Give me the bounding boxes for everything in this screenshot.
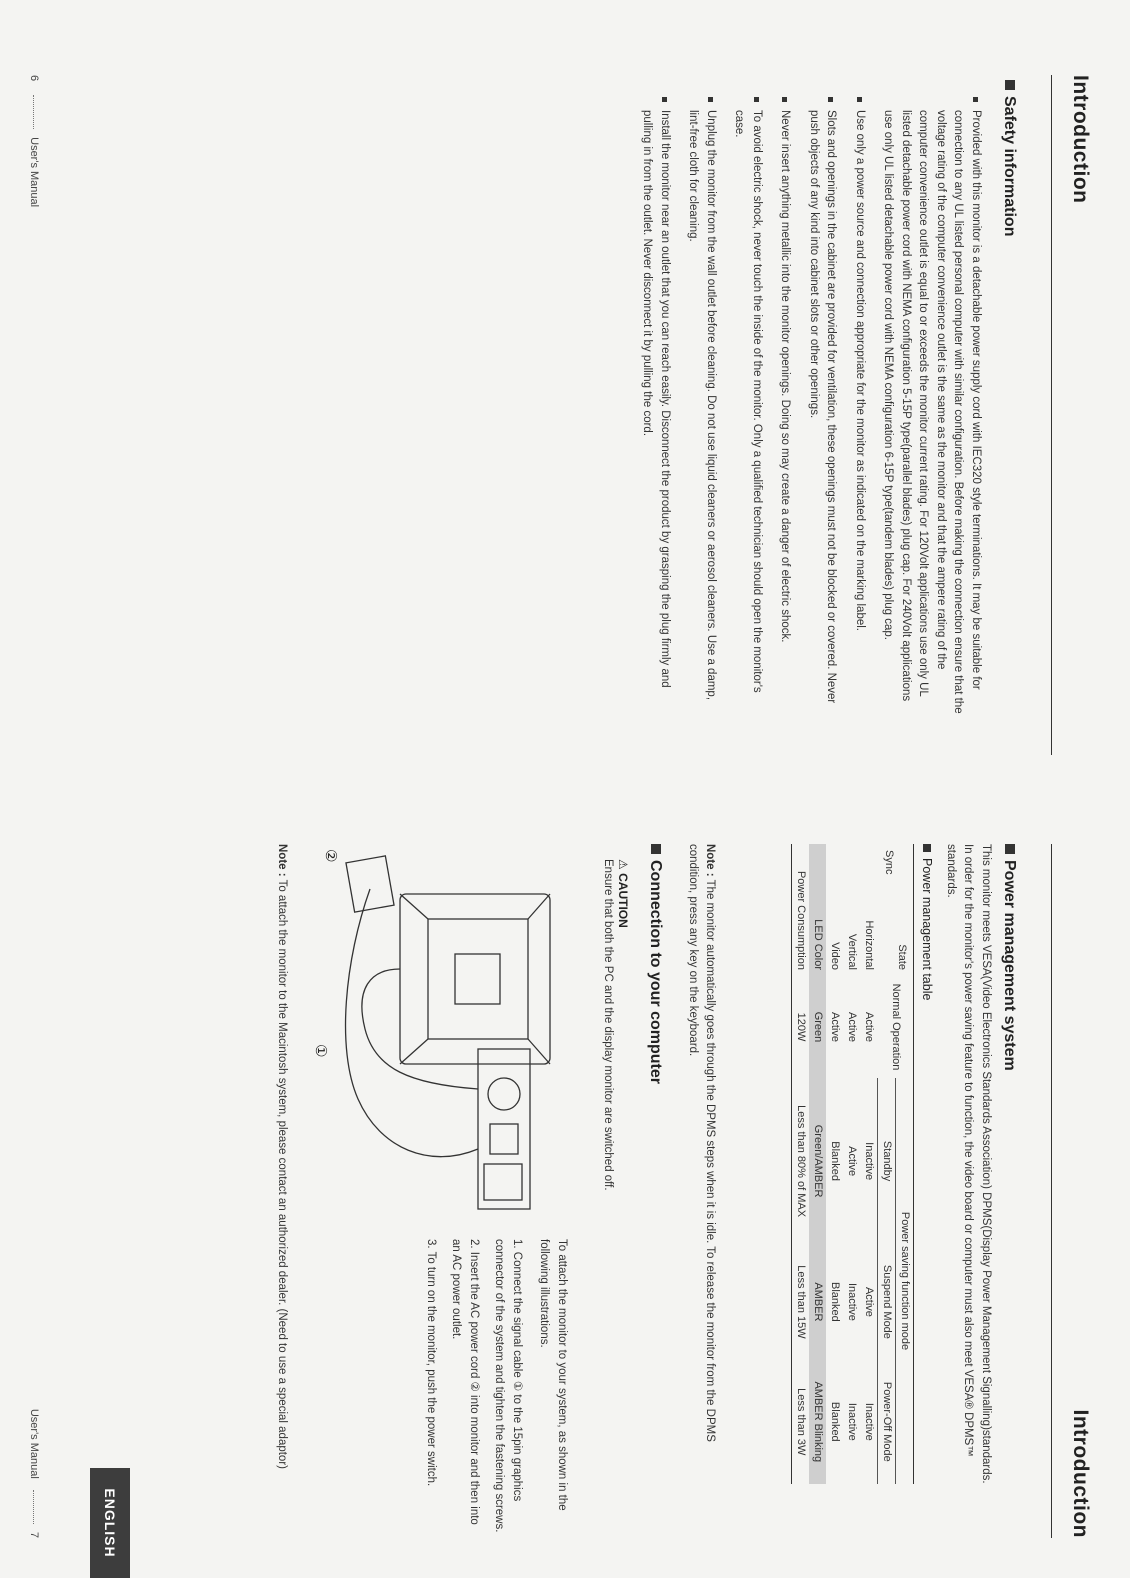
note-text: To attach the monitor to the Macintosh system, please contact an authorized dealer. (Need to use a special adaptor) bbox=[276, 879, 288, 1469]
table-title: Power management table bbox=[920, 844, 934, 1000]
table-cell: AMBER Blinking bbox=[809, 1360, 826, 1484]
section-title-power: Power management system bbox=[1000, 844, 1018, 1071]
connection-instructions bbox=[414, 1239, 571, 1539]
section-title-connection: Connection to your computer bbox=[646, 844, 664, 1084]
table-cell: Inactive bbox=[863, 1402, 875, 1441]
monitor-inner-panel bbox=[455, 954, 500, 1004]
list-item: To avoid electric shock, never touch the inside of the monitor. Only a qualified technician should open the monitor's case. bbox=[730, 96, 765, 716]
header-rule bbox=[1051, 75, 1052, 755]
bullet-icon bbox=[829, 97, 834, 102]
table-cell: Less than 15W bbox=[792, 1244, 810, 1359]
row-label: Vertical bbox=[846, 933, 858, 970]
table-cell: Active bbox=[846, 1012, 858, 1042]
caution-heading: ⚠ CAUTION bbox=[616, 859, 630, 928]
section-title-safety: Safety information bbox=[1000, 80, 1018, 236]
table-cell: Active bbox=[863, 1012, 876, 1042]
table-cell: Blanked bbox=[829, 1141, 841, 1181]
table-cell: Less than 80% of MAX bbox=[792, 1078, 810, 1244]
square-bullet-icon bbox=[651, 844, 661, 854]
table-cell: Active bbox=[829, 1012, 841, 1042]
power-management-table bbox=[791, 844, 914, 1484]
list-item: Provided with this monitor is a detachable power supply cord with IEC320 style terminations. It may be suitable for connection to any UL listed personal computer with similar configuration. Before making the connection ensure that the voltage rating of the computer convenience outlet is the same as the monitor and that the ampere rating of the computer convenience outlet is equal to or exceeds the monitor current rating. For 120Volt applications use only UL listed detachable power cord with NEMA configuration 5-15P type(parallel blades) plug cap. For 240Volt applications use only UL listed detachable power cord with NEMA configuration 6-15P type(tandem blades) plug cap. bbox=[879, 96, 984, 716]
monitor-screen bbox=[428, 919, 528, 1039]
row-label: Horizontal bbox=[863, 920, 876, 970]
page-number: 7 bbox=[28, 1531, 40, 1538]
signal-cable bbox=[362, 969, 478, 1089]
list-item: Never insert anything metallic into the monitor openings. Doing so may create a danger of electric shock. bbox=[776, 96, 794, 716]
table-cell: Active bbox=[846, 1146, 858, 1177]
footer-dots bbox=[33, 1490, 34, 1524]
header-rule bbox=[1051, 844, 1052, 1538]
normal-operation-header: Normal Operation bbox=[878, 976, 914, 1078]
note-text: The monitor automatically goes through the DPMS steps when it is idle. To release the monitor from the DPMS condition, press any key on the keyboard. bbox=[687, 844, 716, 1442]
right-page bbox=[0, 789, 1130, 1578]
table-cell: Active bbox=[863, 1286, 875, 1317]
running-head: Introduction bbox=[1069, 75, 1092, 204]
table-cell: Blanked bbox=[829, 1282, 841, 1322]
row-label: Video bbox=[829, 942, 841, 970]
sync-header: Sync bbox=[883, 850, 896, 875]
square-bullet-icon bbox=[1005, 80, 1015, 90]
footer-label: User's Manual bbox=[28, 1408, 40, 1479]
table-cell: Inactive bbox=[846, 1282, 858, 1321]
state-header: State bbox=[896, 944, 909, 970]
page-footer bbox=[28, 1409, 40, 1538]
table-row bbox=[860, 844, 878, 1484]
bullet-icon bbox=[754, 97, 759, 102]
connection-step: 3. To turn on the monitor, push the power switch. bbox=[425, 1239, 437, 1487]
caution-text: Ensure that both the PC and the display monitor are switched off. bbox=[602, 859, 614, 1191]
list-item: Use only a power source and connection appropriate for the monitor as indicated on the marking label. bbox=[851, 96, 869, 716]
list-item: Unplug the monitor from the wall outlet before cleaning. Do not use liquid cleaners or aerosol cleaners. Use a damp, lint-free cloth for cleaning. bbox=[684, 96, 719, 716]
square-bullet-icon bbox=[1005, 844, 1015, 854]
bullet-icon bbox=[662, 97, 667, 102]
note-label: Note : bbox=[704, 844, 716, 877]
power-cord bbox=[346, 889, 478, 1157]
connection-intro: To attach the monitor to your system, as shown in the following illustrations. bbox=[538, 1239, 568, 1511]
bullet-icon bbox=[857, 97, 862, 102]
table-cell: Inactive bbox=[863, 1142, 875, 1181]
caution-block bbox=[599, 859, 631, 1499]
connection-step: 2. Insert the AC power cord ② into monitor and then into an AC power outlet. bbox=[450, 1239, 480, 1525]
safety-bullet-list bbox=[627, 96, 984, 716]
footer-label: User's Manual bbox=[28, 137, 40, 208]
square-bullet-icon bbox=[923, 844, 931, 852]
table-cell: AMBER bbox=[809, 1244, 826, 1359]
table-cell: Inactive bbox=[846, 1402, 858, 1441]
mode-header: Power-Off Mode bbox=[878, 1360, 896, 1484]
table-row bbox=[843, 844, 860, 1484]
callout-1: ① bbox=[312, 1044, 329, 1058]
connection-step: 1. Connect the signal cable ① to the 15pin graphics connector of the system and tighten the fastening screws. bbox=[493, 1239, 523, 1533]
row-label: Power Consumption bbox=[792, 844, 810, 976]
warning-triangle-icon: ⚠ bbox=[616, 859, 630, 870]
table-row bbox=[809, 844, 826, 1484]
mode-header: Suspend Mode bbox=[878, 1244, 896, 1359]
table-cell: 120W bbox=[792, 976, 810, 1078]
table-cell: Less than 3W bbox=[792, 1360, 810, 1484]
table-row bbox=[826, 844, 843, 1484]
power-saving-group-header: Power saving function mode bbox=[896, 1078, 914, 1484]
note-label: Note : bbox=[276, 844, 288, 877]
table-row bbox=[792, 844, 810, 1484]
bullet-icon bbox=[708, 97, 713, 102]
callout-2: ② bbox=[322, 849, 339, 863]
list-item: Install the monitor near an outlet that you can reach easily. Disconnect the product by grasping the plug firmly and pulling in from the outlet. Never disconnect it by pulling the cord. bbox=[638, 96, 673, 716]
list-item: Slots and openings in the cabinet are provided for ventilation, these openings must not be blocked or covered. Never push objects of any kind into cabinet slots or other openings. bbox=[805, 96, 840, 716]
table-cell: Green bbox=[809, 976, 826, 1078]
language-tab: ENGLISH bbox=[90, 1468, 130, 1578]
running-head: Introduction bbox=[1069, 1409, 1092, 1538]
table-corner bbox=[878, 844, 914, 976]
connection-note bbox=[273, 844, 290, 1484]
wall-outlet bbox=[346, 856, 394, 912]
power-intro: This monitor meets VESA(Video Electronics Standards Association) DPMS(Display Power Management Signalling)standards. In order for the monitor's power saving feature to function, the video board or computer must also meet VESA® DPMS™ standards. bbox=[945, 844, 992, 1484]
row-label: LED Color bbox=[809, 844, 826, 976]
fan-grille bbox=[488, 1078, 520, 1110]
bullet-icon bbox=[783, 97, 788, 102]
table-cell: Blanked bbox=[829, 1401, 841, 1442]
table-cell: Green/AMBER bbox=[809, 1078, 826, 1244]
page-number: 6 bbox=[28, 75, 40, 82]
connection-illustration bbox=[310, 849, 570, 1219]
bullet-icon bbox=[973, 97, 978, 102]
footer-dots bbox=[33, 95, 34, 129]
mode-header: Standby bbox=[878, 1078, 896, 1244]
power-note bbox=[684, 844, 718, 1484]
page-footer bbox=[28, 75, 40, 207]
